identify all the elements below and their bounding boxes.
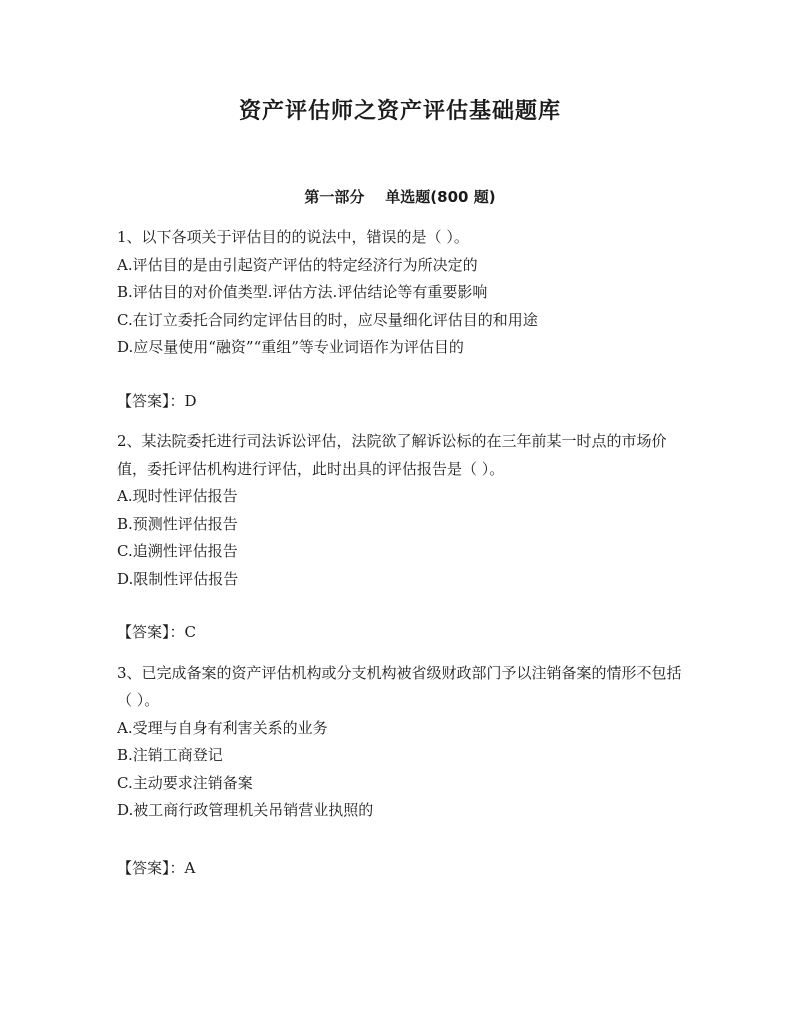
option-a: A.现时性评估报告 — [117, 487, 238, 505]
answer-label: 【答案】： — [117, 858, 185, 877]
question-stem: 2、某法院委托进行司法诉讼评估，法院欲了解诉讼标的在三年前某一时点的市场价值，委托评估机构进行评估，此时出具的评估报告是（ ）。 — [117, 432, 667, 478]
answer-label: 【答案】： — [117, 391, 185, 410]
question-2 — [117, 428, 687, 647]
option-a: A.评估目的是由引起资产评估的特定经济行为所决定的 — [117, 255, 478, 274]
option-c: C.主动要求注销备案 — [117, 773, 253, 792]
option-b: B.注销工商登记 — [117, 746, 223, 764]
option-c: C.追溯性评估报告 — [117, 542, 238, 560]
question-stem: 1、以下各项关于评估目的的说法中，错误的是（ ）。 — [117, 228, 469, 246]
option-c: C.在订立委托合同约定评估目的时，应尽量细化评估目的和用途 — [117, 310, 538, 329]
answer-value: A — [184, 858, 196, 877]
option-b: B.评估目的对价值类型.评估方法.评估结论等有重要影响 — [117, 283, 488, 301]
document-title: 资产评估师之资产评估基础题库 — [238, 99, 561, 124]
section-heading: 第一部分 单选题(800 题) — [304, 188, 496, 206]
answer-line — [117, 388, 687, 416]
answer-line — [117, 855, 687, 883]
question-3 — [117, 660, 687, 883]
answer-value: C — [184, 623, 196, 641]
option-b: B.预测性评估报告 — [117, 514, 238, 533]
option-d: D.被工商行政管理机关吊销营业执照的 — [117, 801, 374, 819]
question-stem: 3、已完成备案的资产评估机构或分支机构被省级财政部门予以注销备案的情形不包括（ ）。 — [117, 663, 682, 709]
answer-value: D — [184, 391, 197, 410]
answer-label: 【答案】： — [117, 623, 185, 641]
answer-line — [117, 619, 687, 647]
option-d: D.应尽量使用“融资”“重组”等专业词语作为评估目的 — [117, 338, 464, 356]
option-d: D.限制性评估报告 — [117, 569, 239, 588]
option-a: A.受理与自身有利害关系的业务 — [117, 718, 328, 737]
question-1 — [117, 224, 687, 415]
question-list — [117, 224, 687, 895]
